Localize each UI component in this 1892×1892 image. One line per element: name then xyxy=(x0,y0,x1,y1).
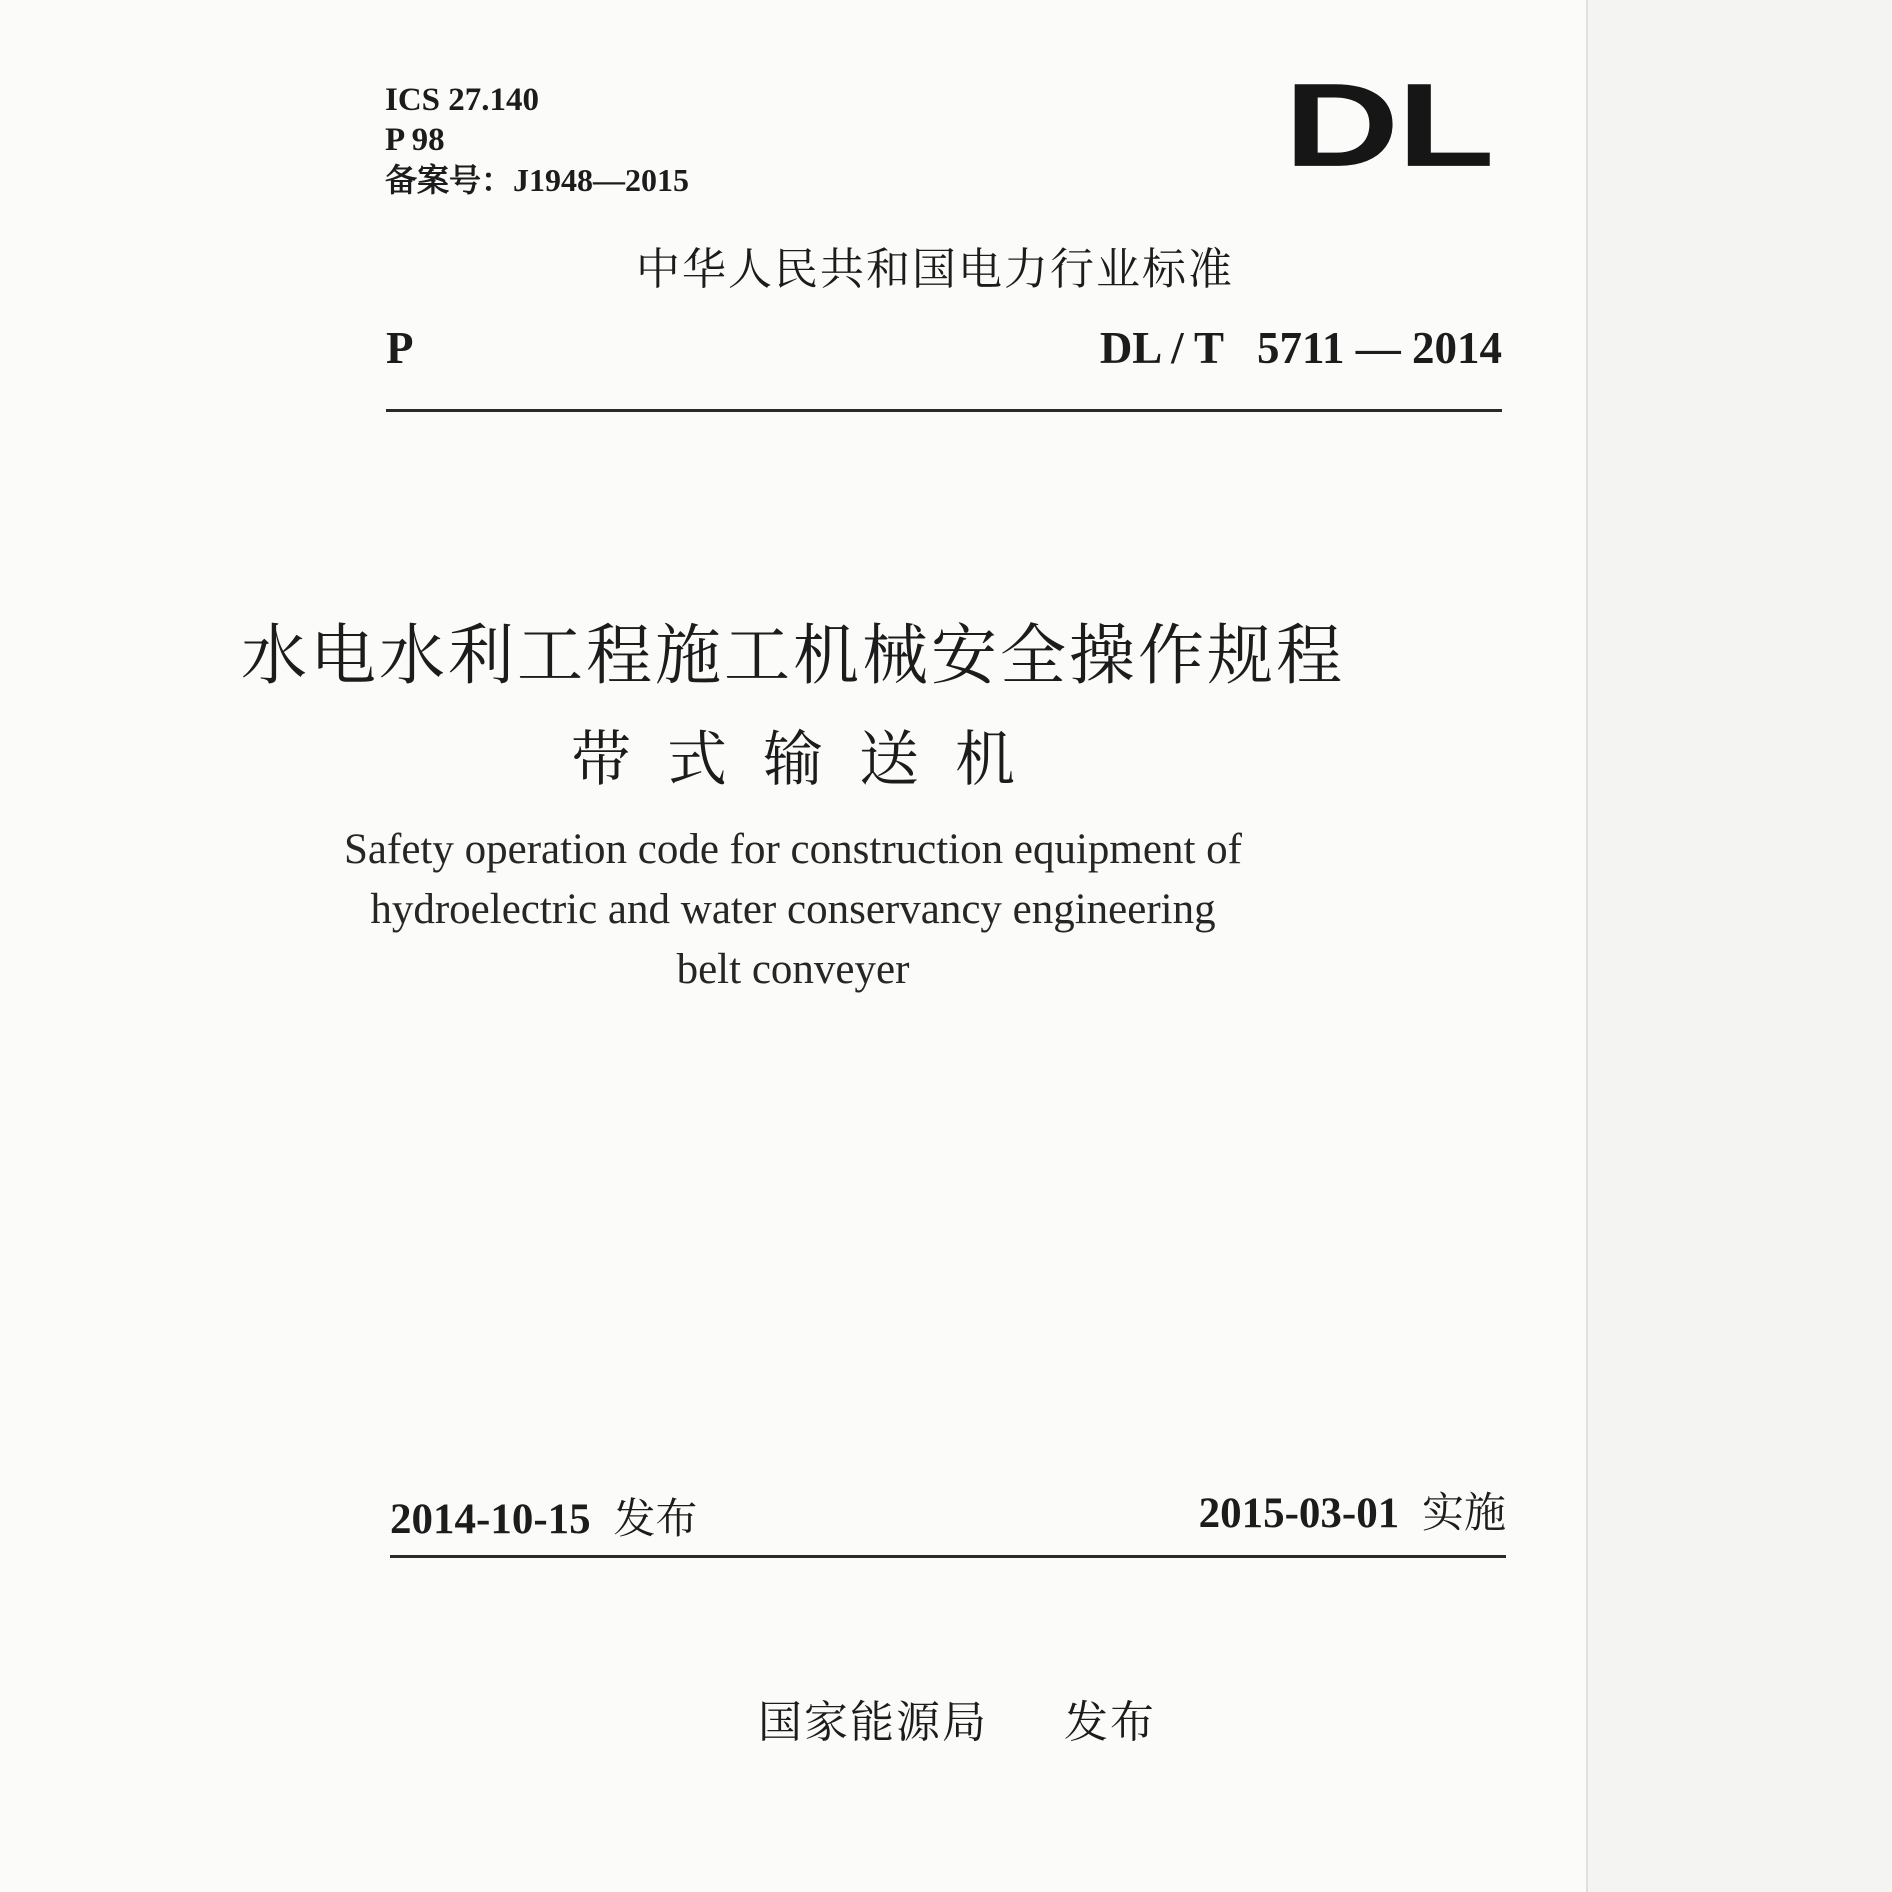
title-english-line-3: belt conveyer xyxy=(676,946,910,993)
issue-date: 2014-10-15 xyxy=(390,1496,591,1543)
effective-date-block xyxy=(1199,1480,1506,1540)
issue-label: 发布 xyxy=(613,1494,698,1543)
footer-divider xyxy=(390,1555,1506,1558)
standard-category: P xyxy=(386,323,414,373)
dl-logo: DL xyxy=(1284,58,1493,192)
publisher-block xyxy=(758,1686,1156,1750)
subtitle-chinese: 带式输送机 xyxy=(571,725,1051,795)
effective-label: 实施 xyxy=(1421,1488,1506,1537)
record-number: 备案号：J1948—2015 xyxy=(385,162,690,198)
title-chinese: 水电水利工程施工机械安全操作规程 xyxy=(241,617,1345,694)
class-code: P 98 xyxy=(385,122,445,158)
issue-date-block xyxy=(390,1486,697,1546)
issuing-organization: 中华人民共和国电力行业标准 xyxy=(636,244,1234,295)
header-divider xyxy=(386,409,1502,412)
standard-number: DL / T 5711 — 2014 xyxy=(1099,323,1502,373)
publisher-action: 发布 xyxy=(1064,1697,1156,1748)
title-english-line-1: Safety operation code for construction equipment of xyxy=(344,826,1242,873)
ics-code: ICS 27.140 xyxy=(385,82,540,118)
publisher-name: 国家能源局 xyxy=(758,1697,988,1748)
effective-date: 2015-03-01 xyxy=(1198,1490,1400,1537)
title-english-line-2: hydroelectric and water conservancy engineering xyxy=(370,886,1216,933)
